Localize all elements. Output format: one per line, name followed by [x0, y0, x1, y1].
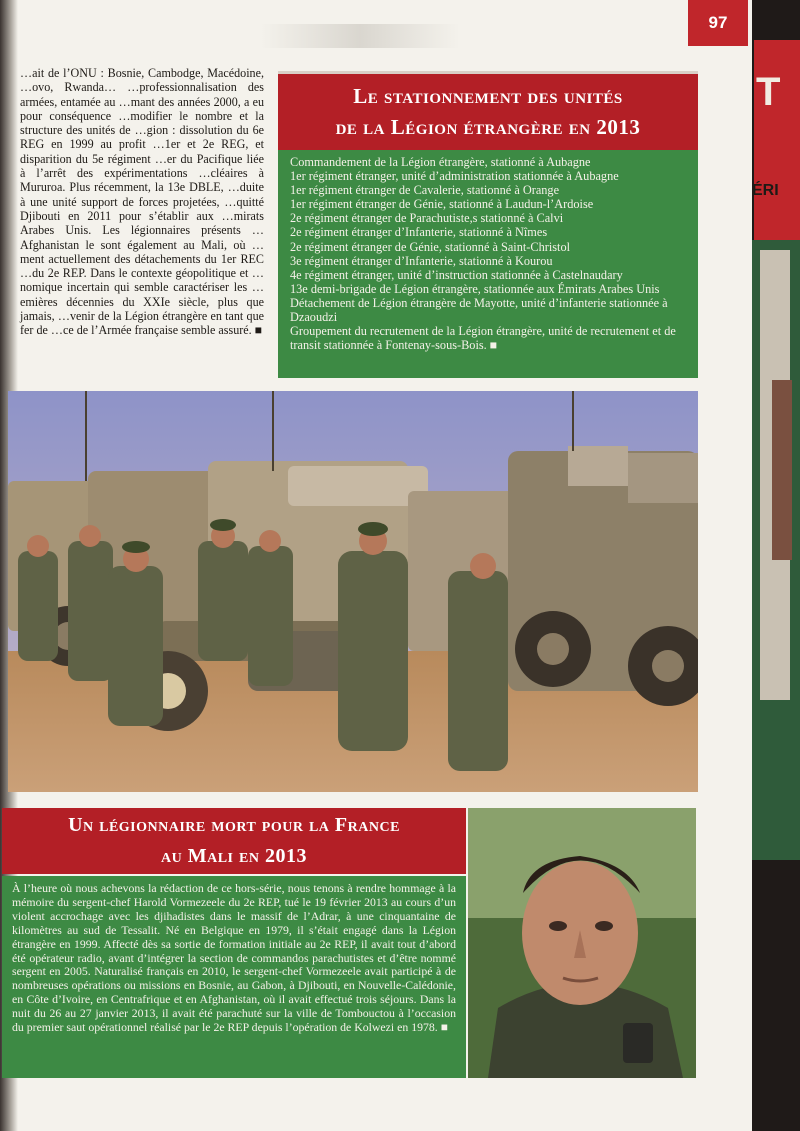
stationing-item: Commandement de la Légion étrangère, stationné à Aubagne	[290, 155, 591, 169]
stationing-item: 4e régiment étranger, unité d’instruction stationnée à Castelnaudary	[290, 267, 623, 282]
memorial-paragraph: À l’heure où nous achevons la rédaction de ce hors-série, nous tenons à rendre hommage à la mémoire du sergent-chef Harold Vormezeele du 2e REP, tué le 19 février 2013 au cours d’un violent accrochage avec les djihadistes dans le massif de l’Adrar, à une cinquantaine de kilomètres au sud de Tessalit. Né en Belgique en 1979, il s’était engagé dans la Légion étrangère en 1999. Affecté dès sa sortie de formation initiale au 2e REP, il avait tout d’abord été opérateur radio, avant d’intégrer la section de commandos parachutistes et d’être nommé sergent en 2005. Naturalisé français en 2010, le sergent-chef Vormezeele avait participé à de nombreuses opérations ou missions en Bosnie, au Gabon, à Djibouti, en Nouvelle-Calédonie, en Côte d’Ivoire, en Centrafrique et en Afghanistan, où il avait effectué trois séjours. Dans la nuit du 26 au 27 janvier 2013, il avait été parachuté sur la ville de Tombouctou à l’occasion du premier saut opérationnel réalisé par le 2e REP depuis l’opération de Kolwezi en 1978. ■	[12, 881, 456, 1035]
legionnaires-and-vehicles-photo	[8, 391, 698, 792]
stationing-box	[278, 71, 698, 378]
adjacent-page-letters: T	[756, 70, 779, 114]
adjacent-page-sub: ÉRI	[752, 182, 779, 199]
page-number: 97	[688, 0, 748, 46]
stationing-item: Groupement du recrutement de la Légion étrangère, unité de recrutement et de transit stationnée à Fontenay-sous-Bois. ■	[290, 324, 676, 353]
stationing-list	[278, 150, 698, 378]
stationing-item: 1er régiment étranger, unité d’administration stationnée à Aubagne	[290, 169, 619, 184]
memorial-text	[2, 876, 466, 1078]
memorial-title	[2, 808, 466, 874]
adjacent-page-photo-detail	[772, 380, 792, 560]
memorial-box	[2, 808, 466, 1078]
stationing-item: 1er régiment étranger de Cavalerie, stationné à Orange	[290, 183, 560, 198]
memorial-title-line2: au Mali en 2013	[161, 845, 307, 867]
faded-running-head	[260, 24, 460, 48]
left-column-text	[20, 66, 264, 338]
stationing-title	[278, 71, 698, 150]
stationing-title-line2: de la Légion étrangère en 2013	[335, 115, 641, 139]
left-column-paragraph: …ait de l’ONU : Bosnie, Cambodge, Macédoine, …ovo, Rwanda… …professionnalisation des armées, entamée au …mant des années 2000, a eu pour conséquence …modifier le nombre et la structure des unités de …gion : dissolution du 6e REG en 1999 au profit …1er et 2e REG, et disparition du 5e régiment …er du Pacifique liée à l’arrêt des expérimentations …cléaires à Mururoa. Plus récemment, la 13e DBLE, …duite à une unité support de forces projetées, …quitté Djibouti en 2011 pour s’établir aux …mirats Arabes Unis. Les légionnaires présents …Afghanistan le sont également au Mali, où …ment actuellement des détachements du 1er REC …du 2e REP. Dans le contexte géopolitique et …nomique incertain qui semble caractériser les …emières décennies du XXIe siècle, plus que jamais, …venir de la Légion étrangère en tant que fer de …ce de l’Armée française semble assuré. ■	[20, 66, 264, 338]
stationing-item: Détachement de Légion étrangère de Mayotte, unité d’infanterie stationnée à Dzaoudzi	[290, 295, 668, 325]
stationing-item: 3e régiment étranger d’Infanterie, stationné à Kourou	[290, 253, 553, 268]
memorial-title-line1: Un légionnaire mort pour la France	[68, 814, 400, 836]
stationing-item: 2e régiment étranger de Parachutiste,s stationné à Calvi	[290, 211, 564, 226]
stationing-item: 2e régiment étranger d’Infanterie, stationné à Nîmes	[290, 225, 548, 240]
stationing-item: 2e régiment étranger de Génie, stationné à Saint-Christol	[290, 239, 571, 254]
stationing-item: 1er régiment étranger de Génie, stationné à Laudun-l’Ardoise	[290, 197, 594, 212]
stationing-item: 13e demi-brigade de Légion étrangère, stationnée aux Émirats Arabes Unis	[290, 281, 660, 296]
stationing-title-line1: Le stationnement des unités	[353, 84, 623, 108]
sergeant-portrait-photo	[468, 808, 696, 1078]
